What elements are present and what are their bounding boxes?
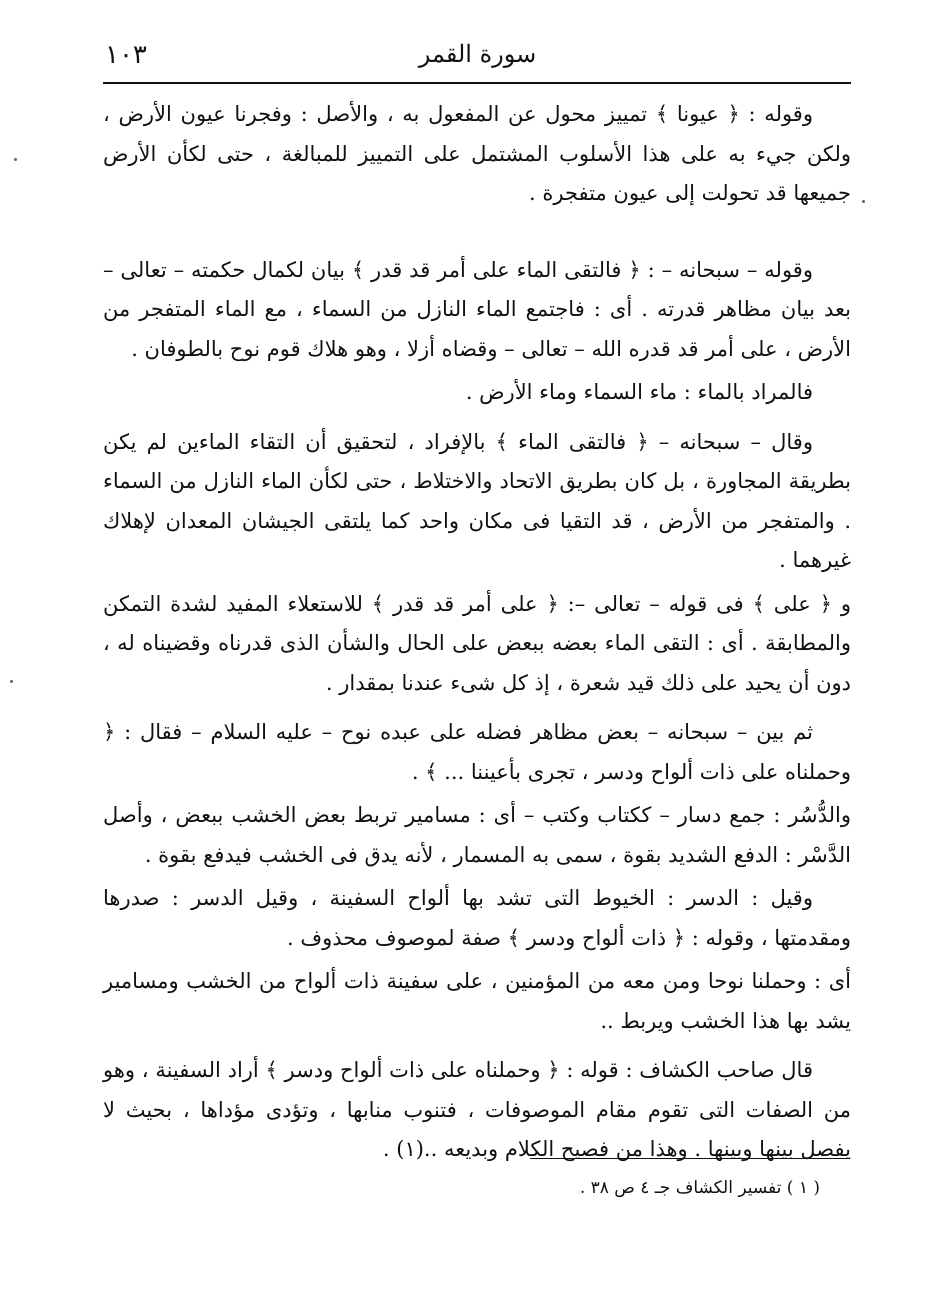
page-header [105, 30, 850, 80]
paragraph: وقيل : الدسر : الخيوط التى تشد بها ألواح السفينة ، وقيل الدسر : صدرها ومقدمتها ، وقوله : ﴿ ذات ألواح ودسر ﴾ صفة لموصوف محذوف . [103, 886, 851, 950]
scan-speck [862, 200, 865, 203]
paragraph: والدُّسُر : جمع دسار – ككتاب وكتب – أى : مسامير تربط بعض الخشب ببعض ، وأصل الدَّسْر : الدفع الشديد بقوة ، سمى به المسمار ، لأنه يدق فى الخشب فيدفع بقوة . [103, 803, 851, 867]
paragraph: ثم بين – سبحانه – بعض مظاهر فضله على عبده نوح – عليه السلام – فقال : ﴿ وحملناه على ذات ألواح ودسر ، تجرى بأعيننا ... ﴾ . [103, 720, 851, 784]
footnote-rule [530, 1158, 850, 1159]
paragraph: و ﴿ على ﴾ فى قوله – تعالى –: ﴿ على أمر قد قدر ﴾ للاستعلاء المفيد لشدة التمكن والمطابقة . أى : التقى الماء بعضه ببعض على الحال والشأن الذى قدرناه وقضيناه له ، دون أن يحيد على ذلك قيد شعرة ، إذ كل شىء عندنا بمقدار . [103, 591, 851, 695]
paragraph: أى : وحملنا نوحا ومن معه من المؤمنين ، على سفينة ذات ألواح من الخشب ومسامير يشد بها هذا الخشب ويربط .. [103, 969, 851, 1033]
header-rule [103, 82, 851, 84]
running-title: سورة القمر [418, 40, 537, 68]
paragraph: وقوله : ﴿ عيونا ﴾ تمييز محول عن المفعول به ، والأصل : وفجرنا عيون الأرض ، ولكن جيء به على هذا الأسلوب المشتمل على التمييز للمبالغة ، حتى لكأن الأرض جميعها قد تحولت إلى عيون متفجرة . [103, 102, 851, 205]
page-number: ١٠٣ [105, 40, 147, 70]
footnote: ( ١ ) تفسير الكشاف جـ ٤ ص ٣٨ . [579, 1178, 820, 1198]
body-text [103, 95, 851, 1170]
scan-speck [14, 158, 17, 161]
paragraph: وقوله – سبحانه – : ﴿ فالتقى الماء على أمر قد قدر ﴾ بيان لكمال حكمته – تعالى – بعد بيان مظاهر قدرته . أى : فاجتمع الماء النازل من السماء ، مع الماء المتفجر من الأرض ، على أمر قد قدره الله – تعالى – وقضاه أزلا ، وهو هلاك قوم نوح بالطوفان . [103, 257, 851, 361]
paragraph: فالمراد بالماء : ماء السماء وماء الأرض . [465, 380, 813, 404]
paragraph: وقال – سبحانه – ﴿ فالتقى الماء ﴾ بالإفراد ، لتحقيق أن التقاء الماءين لم يكن بطريقة المجاورة ، بل كان بطريق الاتحاد والاختلاط ، حتى لكأن الماء النازل من السماء . والمتفجر من الأرض ، قد التقيا فى مكان واحد كما يلتقى الجيشان المعدان لإهلاك غيرهما . [103, 429, 851, 572]
scan-speck [10, 680, 13, 683]
paragraph: قال صاحب الكشاف : قوله : ﴿ وحملناه على ذات ألواح ودسر ﴾ أراد السفينة ، وهو من الصفات التى تقوم مقام الموصوفات ، فتنوب منابها ، وتؤدى مؤداها ، بحيث لا يفصل بينها وبينها . وهذا من فصيح الكلام وبديعه ..(١) . [103, 1058, 851, 1161]
